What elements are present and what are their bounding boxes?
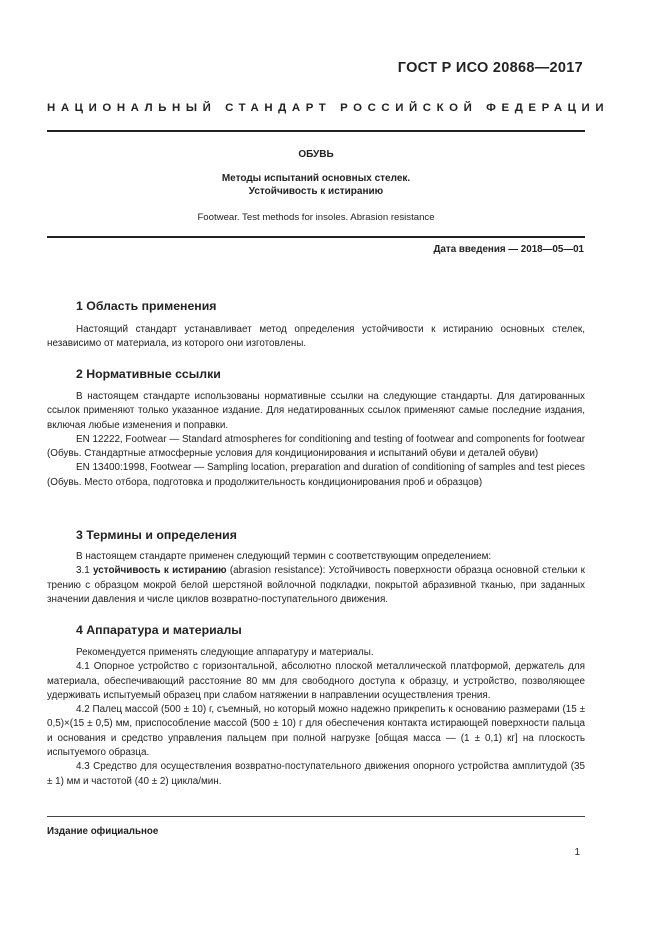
section-1-heading: 1 Область применения — [76, 299, 217, 313]
standard-number: ГОСТ Р ИСО 20868—2017 — [397, 60, 583, 76]
term-text: (abrasion resistance): Устойчивость поверхности образца основной стельки к трению с образцом мокрой белой шерстяной войлочной подкладки, покрытой абразивной тканью, при заданных значении давления и числе циклов возвратно-поступательного движения. — [47, 565, 585, 605]
paragraph: Настоящий стандарт устанавливает метод определения устойчивости к истиранию основных стелек, независимо от материала, из которого они изготовлены. — [47, 324, 585, 350]
section-3-heading: 3 Термины и определения — [76, 528, 237, 542]
term-definition — [47, 564, 585, 607]
paragraph: В настоящем стандарте использованы нормативные ссылки на следующие стандарты. Для датированных ссылок применяют только указанное издание. Для недатированных ссылок применяют самые последние издания, включая любые изменения и поправки. — [47, 391, 585, 431]
introduction-date: Дата введения — 2018—05—01 — [433, 244, 584, 255]
term-number: 3.1 — [76, 565, 94, 577]
document-title: ОБУВЬ — [298, 149, 334, 160]
official-edition-label: Издание официальное — [47, 826, 159, 837]
reference-en-12222: EN 12222, Footwear — Standard atmospheres for conditioning and testing of footwear and components for footwear (Обувь. Стандартные атмосферные условия для кондиционирования и испытаний обуви и деталей обуви) — [47, 433, 585, 460]
clause-4-3: 4.3 Средство для осуществления возвратно-поступательного движения опорного устройства амплитудой (35 ± 1) мм и частотой (40 ± 2) цикла/мин. — [47, 761, 585, 787]
paragraph: В настоящем стандарте применен следующий термин с соответствующим определением: — [76, 551, 492, 562]
clause-4-2: 4.2 Палец массой (500 ± 10) г, съемный, но который можно надежно прикрепить к основанию размерами (15 ± 0,5)×(15 ± 0,5) мм, приспособление массой (500 ± 10) г для обеспечения контакта истирающей поверхности пальца и основания и средство управления пальцем при полной нагрузке [общая масса — (1 ± 0,1) кг] на плоскость испытуемого образца. — [47, 704, 585, 759]
reference-en-13400: EN 13400:1998, Footwear — Sampling location, preparation and duration of conditioning of samples and test pieces (Обувь. Место отбора, подготовка и продолжительность кондиционирования проб и образцов) — [47, 462, 585, 488]
section-4-body — [47, 646, 585, 789]
paragraph: Рекомендуется применять следующие аппаратуру и материалы. — [76, 647, 374, 658]
national-standard-heading: НАЦИОНАЛЬНЫЙ СТАНДАРТ РОССИЙСКОЙ ФЕДЕРАЦИИ — [47, 102, 610, 114]
clause-4-1: 4.1 Опорное устройство с горизонтальной, абсолютно плоской металлической платформой, держатель для материала, обеспечивающий расстояние 80 мм для свободного доступа к образцу, и устройство, позволяющее удерживать испытуемый образец при слабом натяжении в направлении осуществления трения. — [47, 661, 585, 701]
page-number: 1 — [574, 847, 580, 858]
english-title: Footwear. Test methods for insoles. Abrasion resistance — [197, 212, 435, 223]
section-3-body — [47, 550, 585, 607]
subtitle-line-2: Устойчивость к истиранию — [248, 186, 384, 197]
title-divider — [47, 236, 585, 238]
subtitle-line-1: Методы испытаний основных стелек. — [221, 173, 411, 184]
term-name: устойчивость к истиранию — [93, 565, 227, 577]
document-subtitle — [47, 172, 585, 198]
section-2-body — [47, 390, 585, 490]
section-2-heading: 2 Нормативные ссылки — [76, 367, 221, 381]
section-4-heading: 4 Аппаратура и материалы — [76, 623, 242, 637]
footer-divider — [47, 816, 585, 817]
header-divider — [47, 130, 585, 132]
section-1-body — [47, 323, 585, 352]
